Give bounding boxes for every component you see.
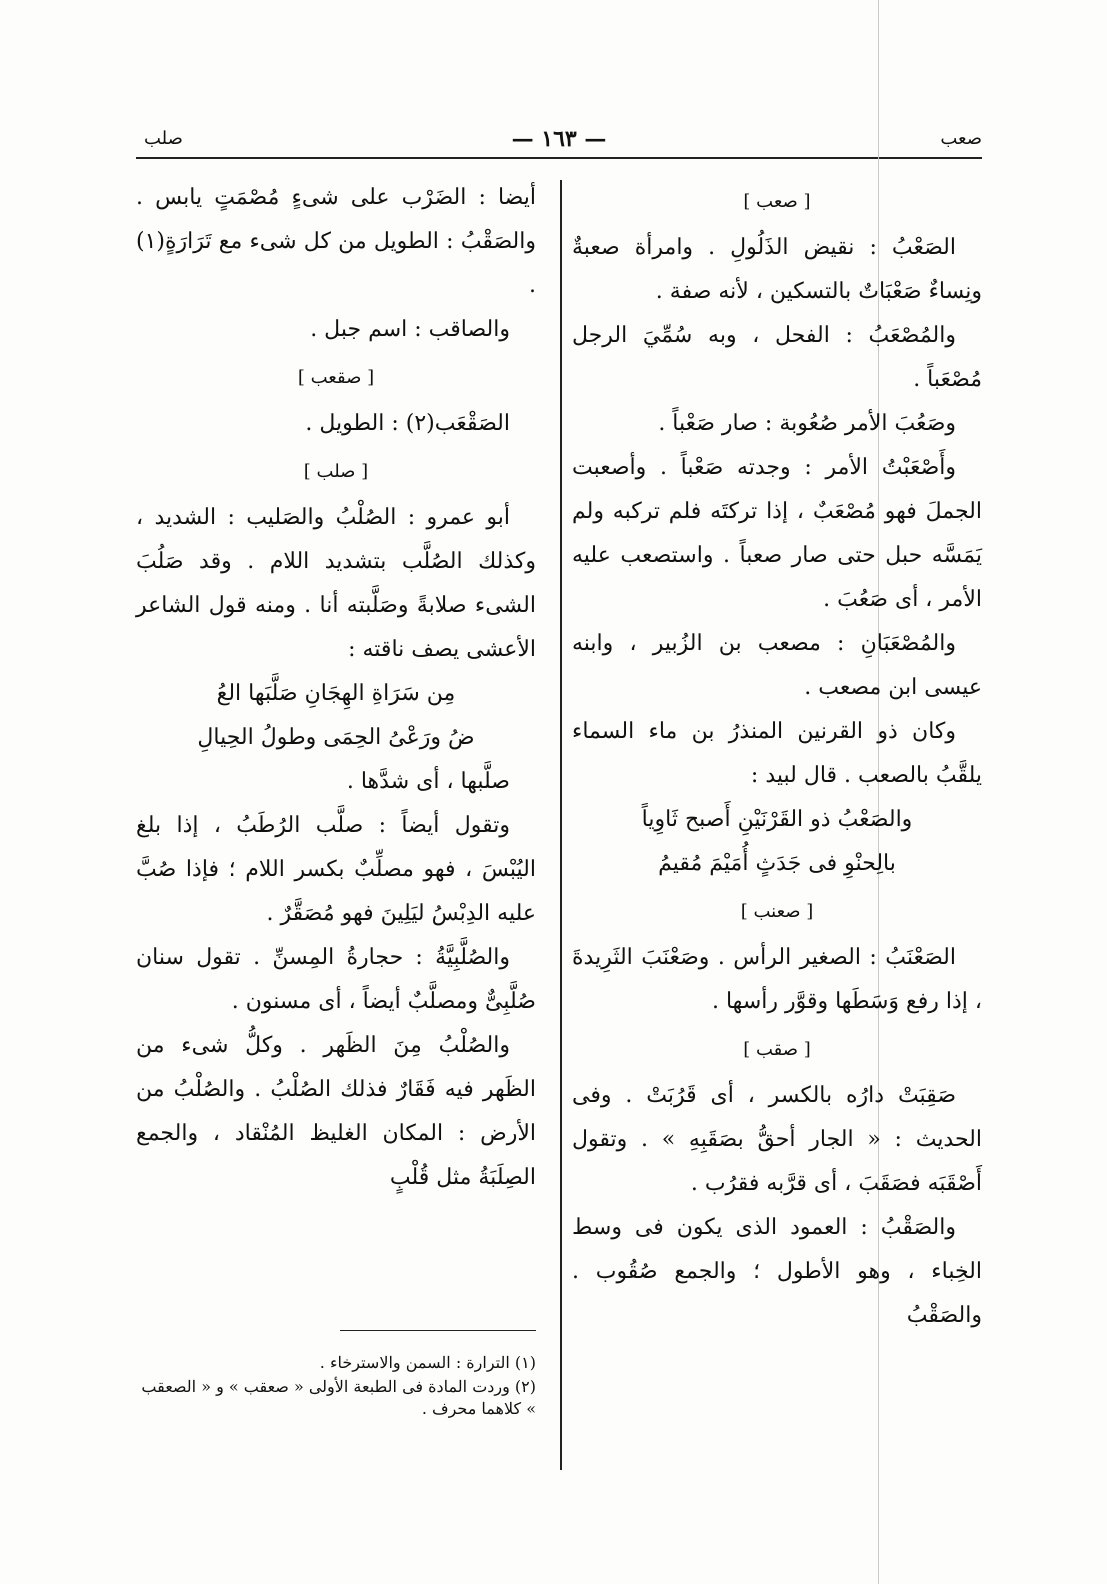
right-column: [572, 176, 982, 1338]
header-entry-right: صعب: [940, 128, 982, 149]
paragraph: أيضا : الضَرْب على شىءٍ مُصْمَتٍ يابس . والصَقْبُ : الطويل من كل شىء مع تَرَارَةٍ(١) .: [136, 185, 536, 298]
paragraph: وصَعُبَ الأمر صُعُوبة : صار صَعْباً .: [658, 411, 956, 436]
entry-heading: [ صقب ]: [743, 1039, 811, 1060]
verse-line: والصَعْبُ ذو القَرْنَيْنِ أَصبح ثَاوِياً: [641, 807, 913, 832]
header-rule: [136, 157, 982, 159]
verse-line: مِن سَرَاةِ الهِجَانِ صَلَّبَها العُ: [216, 681, 456, 706]
entry-heading: [ صعب ]: [743, 191, 811, 212]
paragraph: صَقِبَتْ دارُه بالكسر ، أى قَرُبَتْ . وفى الحديث : « الجار أحقُّ بصَقَبِهِ » . وتقول أَصْقَبَه فصَقَبَ ، أى قرَّبه فقرُب .: [572, 1083, 982, 1196]
paragraph: وأَصْعَبْتُ الأمر : وجدته صَعْباً . وأصعبت الجملَ فهو مُصْعَبٌ ، إذا تركتَه فلم تركبه ولم يَمَسَّه حبل حتى صار صعباً . واستصعب عليه الأمر ، أى صَعُبَ .: [572, 455, 982, 612]
paragraph: الصَعْبُ : نقيض الذَلُولِ . وامرأة صعبةٌ ونِساءٌ صَعْبَاتٌ بالتسكين ، لأنه صفة .: [572, 235, 982, 304]
paragraph: والمُصْعَبَانِ : مصعب بن الزُبير ، وابنه عيسى ابن مصعب .: [572, 631, 982, 700]
entry-heading: [ صلب ]: [303, 461, 369, 482]
paragraph: أبو عمرو : الصُلْبُ والصَليب : الشديد ، وكذلك الصُلَّب بتشديد اللام . وقد صَلُبَ الشىء صلابةً وصَلَّبته أنا . ومنه قول الشاعر الأعشى يصف ناقته :: [136, 505, 536, 662]
footnote: (١) الترارة : السمن والاسترخاء .: [319, 1353, 536, 1372]
footnote: (٢) وردت المادة فى الطبعة الأولى « صعقب » و « الصعقب » كلاهما محرف .: [141, 1377, 536, 1418]
entry-heading: [ صعنب ]: [740, 901, 814, 922]
footnote-rule: [340, 1330, 536, 1331]
paragraph: والصَقْبُ : العمود الذى يكون فى وسط الخِباء ، وهو الأطول ؛ والجمع صُقُوب . والصَقْبُ: [572, 1215, 982, 1328]
paragraph: والمُصْعَبُ : الفحل ، وبه سُمِّيَ الرجل مُصْعَباً .: [572, 323, 982, 392]
header-entry-left: صلب: [144, 128, 183, 149]
footnotes: [136, 1352, 536, 1422]
paragraph: صلَّبها ، أى شدَّها .: [346, 769, 510, 794]
entry-heading: [ صقعب ]: [297, 367, 375, 388]
verse-line: بالِحنْوِ فى جَدَثٍ أُمَيْمَ مُقيمُ: [658, 851, 896, 876]
column-divider: [560, 180, 562, 1470]
verse-line: ضُ ورَعْىُ الحِمَى وطولُ الحِيالِ: [197, 725, 475, 750]
page-header: [136, 128, 982, 156]
paragraph: الصَعْنَبُ : الصغير الرأس . وصَعْنَبَ الثَرِيدةَ ، إذا رفع وَسَطَها وقوَّر رأسها .: [572, 945, 982, 1014]
paragraph: والصاقب : اسم جبل .: [310, 317, 510, 342]
paragraph: والصُلَّبِيَّةُ : حجارةُ المِسنِّ . تقول سنان صُلَّبِىٌّ ومصلَّبٌ أيضاً ، أى مسنون .: [136, 945, 536, 1014]
paragraph: الصَقْعَب(٢) : الطويل .: [305, 411, 510, 436]
paragraph: وكان ذو القرنين المنذرُ بن ماء السماء يلقَّبُ بالصعب . قال لبيد :: [572, 719, 982, 788]
left-column: [136, 176, 536, 1200]
page-number: — ١٦٣ —: [511, 126, 607, 152]
paragraph: والصُلْبُ مِنَ الظَهر . وكلُّ شىء من الظَهر فيه فَقَارٌ فذلك الصُلْبُ . والصُلْبُ من الأرض : المكان الغليظ المُنْقاد ، والجمع الصِلَبَةُ مثل قُلْبٍ: [136, 1033, 536, 1190]
paragraph: وتقول أيضاً : صلَّب الرُطَبُ ، إذا بلغ اليُبْسَ ، فهو مصلِّبٌ بكسر اللام ؛ فإذا صُبَّ عليه الدِبْسُ ليَلِينَ فهو مُصَقَّرٌ .: [136, 813, 536, 926]
